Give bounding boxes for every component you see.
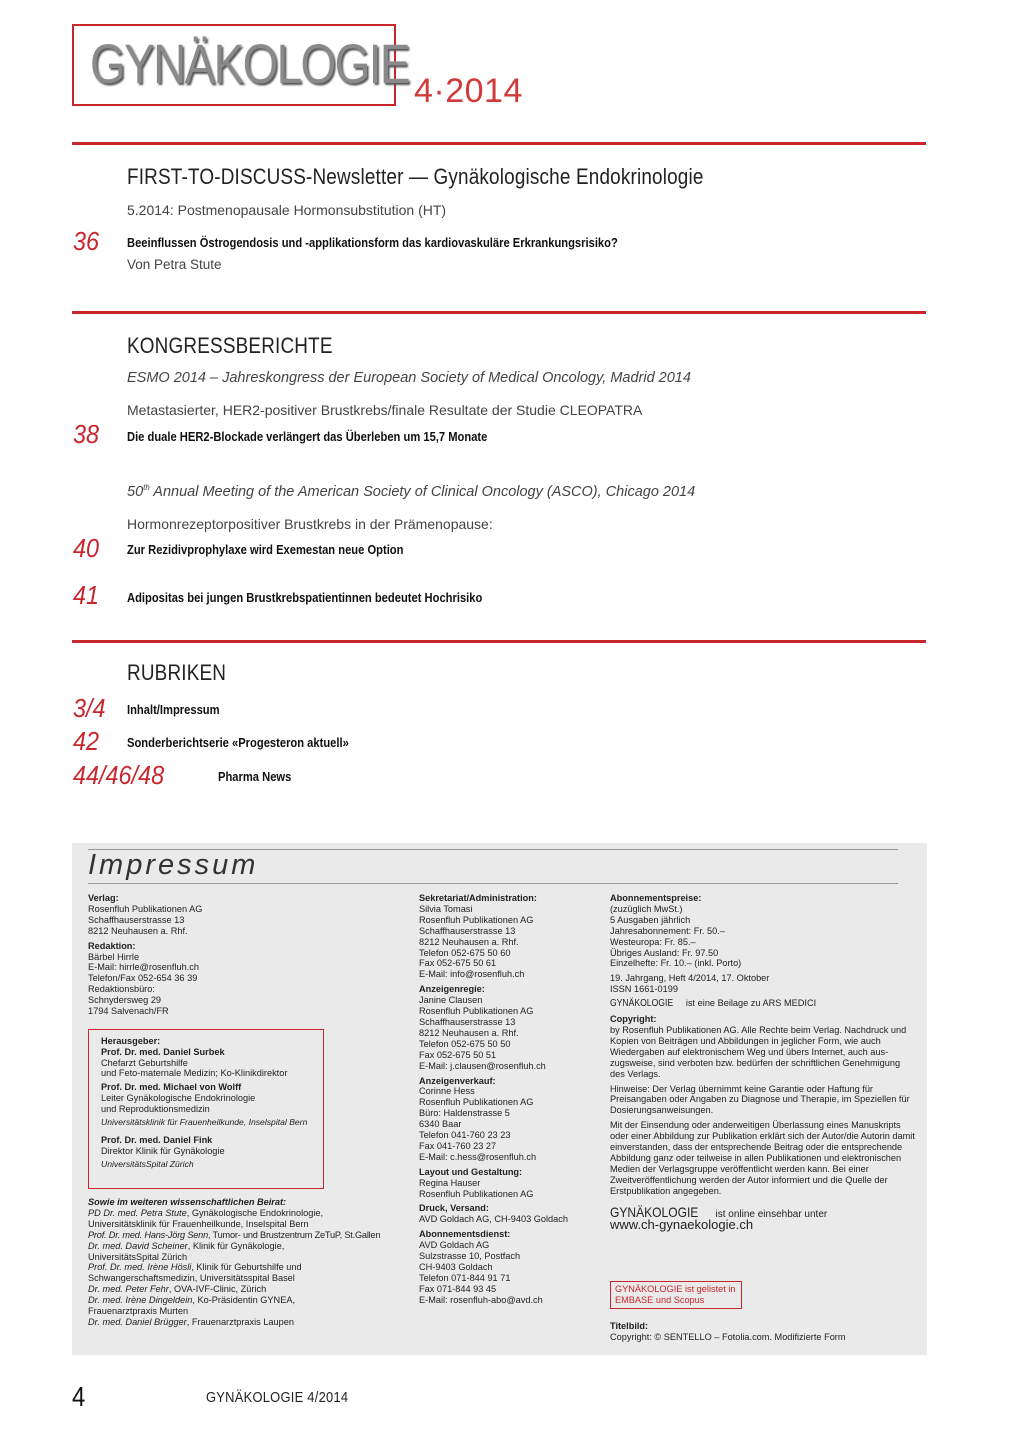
section-title-kongressberichte: KONGRESSBERICHTE [127,333,333,358]
impressum-column-2: Sekretariat/Administration: Silvia Tomasi Rosenfluh Publikationen AG Schaffhauserstrasse 13 8212 Neuhausen a. Rhf. Telefon 052-675 50 60 Fax 052-675 50 61 E-Mail: info@rosenfluh.ch Anzeigenregie: Janine Clausen Rosenfluh Publikationen AG Schaffhauserstrasse 13 8212 Neuhausen a. Rhf. Telefon 052-675 50 50 Fax 052-675 50 51 E-Mail: j.clausen@rosenfluh.ch Anzeigenverkauf: Corinne Hess Rosenfluh Publikationen AG Büro: Haldenstrasse 5 6340 Baar Telefon 041-760 23 23 Fax 041-760 23 27 E-Mail: c.hess@rosenfluh.ch Layout und Gestaltung: Regina Hauser Rosenfluh Publikationen AG Druck, Versand: AVD Goldach AG, CH-9403 Goldach Abonnementsdienst: AVD Goldach AG Sulzstrasse 10, Postfach CH-9403 Goldach Telefon 071-844 91 71 Fax 071-844 93 45 E-Mail: rosenfluh-abo@avd.ch [419,893,599,1306]
rubric-title[interactable]: Inhalt/Impressum [127,702,220,717]
newsletter-subtitle: 5.2014: Postmenopausale Hormonsubstitution (HT) [127,202,447,218]
titelbild-credit: Titelbild: Copyright: © SENTELLO – Fotolia.com. Modifizierte Form [610,1321,846,1342]
footer-journal: GYNÄKOLOGIE 4/2014 [206,1389,349,1406]
website-link[interactable]: www.ch-gynaekologie.ch [610,1217,754,1233]
email-link[interactable]: E-Mail: info@rosenfluh.ch [419,969,525,980]
page-number: 3/4 [73,693,106,723]
beirat-list: Sowie im weiteren wissenschaftlichen Beirat: PD Dr. med. Petra Stute, Gynäkologische Endokrinologie, Universitätsklinik für Frauenheilkunde, Inselspital Bern Prof. Dr. med. Hans-Jörg Senn, Tumor- und Brustzentrum ZeTuP, St.Gallen Dr. med. David Scheiner, Klinik für Gynäkologie, UniversitätsSpital Zürich Prof. Dr. med. Irène Hösli, Klinik für Geburtshilfe und Schwangerschaftsmedizin, Universitätsspital Basel Dr. med. Peter Fehr, OVA-IVF-Clinic, Zürich Dr. med. Irène Dingeldein, Ko-Präsidentin GYNEA, Frauenarztpraxis Murten Dr. med. Daniel Brügger, Frauenarztpraxis Laupen [88,1197,381,1327]
impressum-box [72,843,927,1355]
article-title[interactable]: Zur Rezidivprophylaxe wird Exemestan neue Option [127,542,404,557]
rubric-title[interactable]: Sonderberichtserie «Progesteron aktuell» [127,735,349,750]
article-subtitle: Hormonrezeptorpositiver Brustkrebs in der Prämenopause: [127,516,493,532]
impressum-column-3: Abonnementspreise: (zuzüglich MwSt.) 5 Ausgaben jährlich Jahresabonnement: Fr. 50.– Westeuropa: Fr. 85.– Übriges Ausland: Fr. 97.50 Einzelhefte: Fr. 10.– (inkl. Porto) 19. Jahrgang, Heft 4/2014, 17. Oktober ISSN 1661-0199 GYNÄKOLOGIE ist eine Beilage zu ARS MEDICI Copyright: by Rosenfluh Publikationen AG. Alle Rechte beim Verlag. Nachdruck und Kopien von Beiträgen und Abbildungen in jeglicher Form, wie auch Wiedergaben auf elektronischem Weg und übers Internet, auch aus-zugsweise, sind verboten bzw. bedürfen der schriftlichen Genehmigung des Verlags. Hinweise: Der Verlag übernimmt keine Garantie oder Haftung für Preisangaben oder Angaben zu Diagnose und Therapie, im Speziellen für Dosierungsanweisungen. Mit der Einsendung oder anderweitigen Überlassung eines Manuskripts oder einer Abbildung zur Publikation erklärt sich der Autor/die Autorin damit einverstanden, dass der entsprechende Beitrag oder die entsprechende Abbildung ganz oder teilweise in allen Publikationen und elektronischen Medien der Verlagsgruppe veröffentlicht werden kann. Bei einer Zweitveröffentlichung werden der Autor informiert und die Quelle der Erstpublikation angegeben. GYNÄKOLOGIE ist online einsehbar unter www.ch-gynaekologie.ch [610,893,915,1233]
congress-heading: 50th Annual Meeting of the American Society of Clinical Oncology (ASCO), Chicago 2014 [127,483,696,500]
page-number: 38 [73,419,100,449]
article-subtitle: Metastasierter, HER2-positiver Brustkrebs/finale Resultate der Studie CLEOPATRA [127,402,643,418]
journal-title: GYNÄKOLOGIE [90,32,409,95]
herausgeber-box: Herausgeber: Prof. Dr. med. Daniel Surbek Chefarzt Geburtshilfe und Feto-maternale Medizin; Ko-Klinikdirektor Prof. Dr. med. Michael von Wolff Leiter Gynäkologische Endokrinologie und Reproduktionsmedizin Universitätsklinik für Frauenheilkunde, Inselspital Bern Prof. Dr. med. Daniel Fink Direktor Klinik für Gynäkologie UniversitätsSpital Zürich [88,1029,324,1189]
issue-number: 4·2014 [414,72,523,110]
section-title-newsletter: FIRST-TO-DISCUSS-Newsletter — Gynäkologische Endokrinologie [127,164,704,189]
impressum-column-1: Verlag: Rosenfluh Publikationen AG Schaffhauserstrasse 13 8212 Neuhausen a. Rhf. Redaktion: Bärbel Hirrle E-Mail: hirrle@rosenfluh.ch Telefon/Fax 052-654 36 39 Redaktionsbüro: Schnydersweg 29 1794 Salvenach/FR [88,893,388,1017]
page-number: 40 [73,533,100,563]
page-number: 36 [73,226,100,256]
congress-heading: ESMO 2014 – Jahreskongress der European Society of Medical Oncology, Madrid 2014 [127,370,691,386]
impressum-heading: Impressum [88,849,259,881]
section-title-rubriken: RUBRIKEN [127,660,227,685]
article-author: Von Petra Stute [127,257,222,272]
email-link[interactable]: E-Mail: hirrle@rosenfluh.ch [88,962,199,973]
article-title[interactable]: Beeinflussen Östrogendosis und -applikationsform das kardiovaskuläre Erkrankungsrisiko? [127,235,618,250]
email-link[interactable]: E-Mail: rosenfluh-abo@avd.ch [419,1294,543,1305]
rubric-title[interactable]: Pharma News [218,769,292,784]
page-number: 42 [73,726,100,756]
embase-notice: GYNÄKOLOGIE ist gelistet in EMBASE und Scopus [610,1281,742,1309]
page-number: 41 [73,580,100,610]
article-title[interactable]: Die duale HER2-Blockade verlängert das Überleben um 15,7 Monate [127,429,488,444]
section-divider [72,640,926,643]
section-divider [72,142,926,145]
footer-page-number: 4 [72,1381,86,1412]
page-number: 44/46/48 [73,760,165,790]
email-link[interactable]: E-Mail: j.clausen@rosenfluh.ch [419,1060,546,1071]
section-divider [72,311,926,314]
impressum-rule-bottom [88,883,898,884]
email-link[interactable]: E-Mail: c.hess@rosenfluh.ch [419,1151,537,1162]
article-title[interactable]: Adipositas bei jungen Brustkrebspatientinnen bedeutet Hochrisiko [127,590,483,605]
